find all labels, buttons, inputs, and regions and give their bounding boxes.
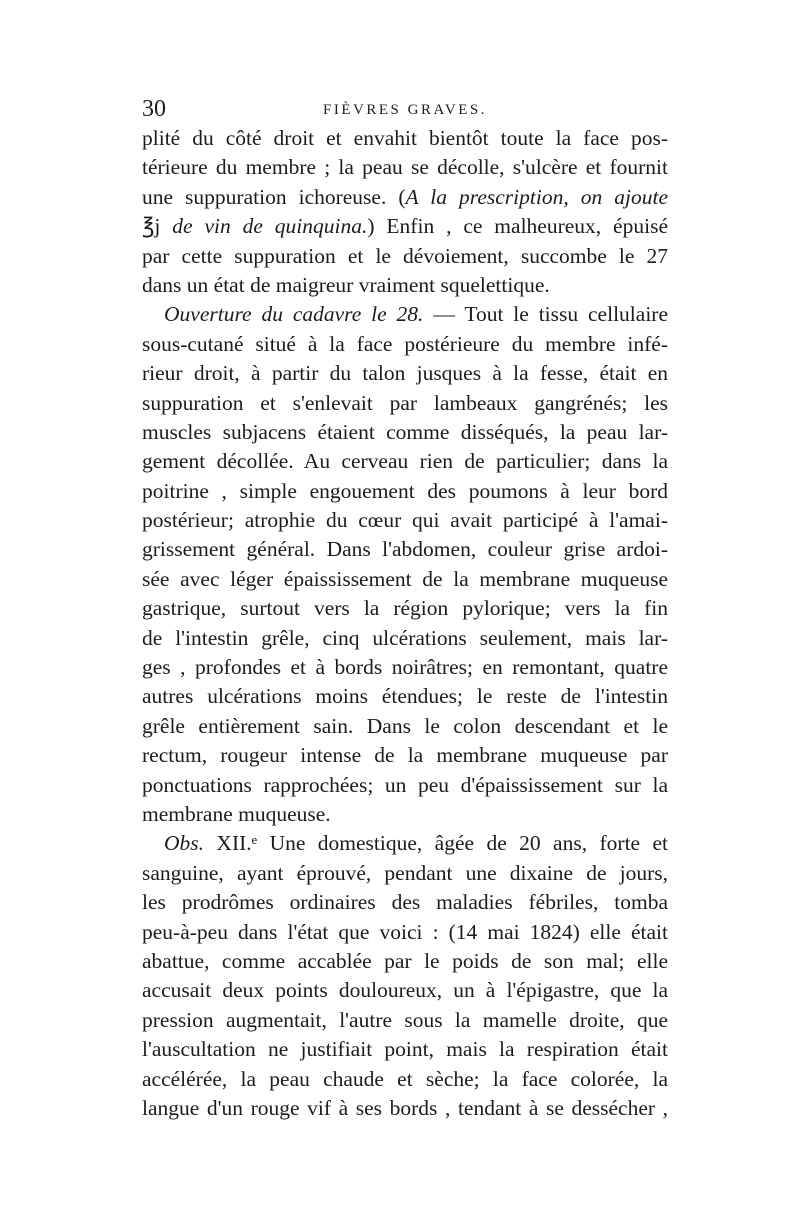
body-text — [142, 124, 668, 1123]
text-span: autres ulcérations moins étendues; le reste de l'intestin — [142, 684, 668, 709]
text-span: abattue, comme accablée par le poids de son mal; elle — [142, 948, 668, 973]
text-span: une suppuration ichoreuse. ( — [142, 184, 406, 209]
text-span: gement décollée. Au cerveau rien de particulier; dans la — [142, 449, 668, 474]
text-span: postérieur; atrophie du cœur qui avait participé à l'amai- — [142, 508, 668, 533]
text-span: rectum, rougeur intense de la membrane muqueuse par — [142, 743, 668, 768]
text-line — [142, 271, 668, 300]
text-span: de l'intestin grêle, cinq ulcérations seulement, mais lar- — [142, 625, 668, 650]
italic-span: Obs. — [164, 831, 205, 856]
text-span: ℥j — [142, 214, 173, 239]
text-line — [142, 624, 668, 653]
text-span: les prodrômes ordinaires des maladies fébriles, tomba — [142, 890, 668, 915]
text-span: — Tout le tissu cellulaire — [423, 302, 668, 327]
text-span: ges , profondes et à bords noirâtres; en remontant, quatre — [142, 655, 668, 680]
text-line — [142, 712, 668, 741]
text-span: ) Enfin , ce malheureux, épuisé — [367, 214, 668, 239]
running-head: FIÈVRES GRAVES. — [323, 102, 487, 118]
text-line — [142, 829, 668, 858]
italic-span: de vin de quinquina. — [172, 214, 368, 239]
text-line — [142, 565, 668, 594]
text-line — [142, 447, 668, 476]
text-line — [142, 1006, 668, 1035]
text-span: membrane muqueuse. — [142, 801, 331, 826]
text-line — [142, 242, 668, 271]
text-line — [142, 183, 668, 212]
text-span: sous-cutané situé à la face postérieure du membre infé- — [142, 331, 668, 356]
italic-span: Ouverture du cadavre le 28. — [164, 302, 424, 327]
text-span: accélérée, la peau chaude et sèche; la face colorée, la — [142, 1066, 668, 1091]
text-line — [142, 888, 668, 917]
text-line — [142, 976, 668, 1005]
text-span: XII.ᵉ Une domestique, âgée de 20 ans, forte et — [204, 831, 668, 856]
text-line — [142, 418, 668, 447]
text-line — [142, 300, 668, 329]
page-header — [142, 96, 668, 122]
text-line — [142, 124, 668, 153]
text-line — [142, 477, 668, 506]
text-line — [142, 859, 668, 888]
text-span: grissement général. Dans l'abdomen, couleur grise ardoi- — [142, 537, 668, 562]
text-span: rieur droit, à partir du talon jusques à la fesse, était en — [142, 361, 668, 386]
text-span: sée avec léger épaississement de la membrane muqueuse — [142, 566, 668, 591]
text-line — [142, 1094, 668, 1123]
text-line — [142, 1065, 668, 1094]
text-line — [142, 771, 668, 800]
text-line — [142, 800, 668, 829]
text-line — [142, 947, 668, 976]
text-span: accusait deux points douloureux, un à l'épigastre, que la — [142, 978, 668, 1003]
text-span: l'auscultation ne justifiait point, mais la respiration était — [142, 1037, 668, 1062]
text-span: ponctuations rapprochées; un peu d'épaississement sur la — [142, 772, 668, 797]
text-line — [142, 153, 668, 182]
text-span: peu-à-peu dans l'état que voici : (14 mai 1824) elle était — [142, 919, 668, 944]
text-span: plité du côté droit et envahit bientôt toute la face pos- — [142, 126, 668, 150]
text-line — [142, 653, 668, 682]
text-span: dans un état de maigreur vraiment squelettique. — [142, 272, 550, 297]
page-number: 30 — [142, 96, 166, 122]
text-line — [142, 359, 668, 388]
text-line — [142, 682, 668, 711]
italic-span: A la prescription, on ajoute — [405, 184, 668, 209]
text-span: par cette suppuration et le dévoiement, succombe le 27 — [142, 243, 668, 268]
text-line — [142, 741, 668, 770]
text-span: pression augmentait, l'autre sous la mamelle droite, que — [142, 1007, 668, 1032]
text-line — [142, 330, 668, 359]
text-span: gastrique, surtout vers la région pylorique; vers la fin — [142, 596, 668, 621]
text-span: térieure du membre ; la peau se décolle, s'ulcère et fournit — [142, 155, 668, 180]
text-line — [142, 212, 668, 241]
text-span: sanguine, ayant éprouvé, pendant une dixaine de jours, — [142, 860, 668, 885]
text-span: muscles subjacens étaient comme disséqués, la peau lar- — [142, 419, 668, 444]
text-line — [142, 389, 668, 418]
text-span: poitrine , simple engouement des poumons à leur bord — [142, 478, 668, 503]
text-span: suppuration et s'enlevait par lambeaux gangrénés; les — [142, 390, 668, 415]
text-line — [142, 506, 668, 535]
text-line — [142, 1035, 668, 1064]
text-line — [142, 535, 668, 564]
text-span: grêle entièrement sain. Dans le colon descendant et le — [142, 713, 668, 738]
text-line — [142, 918, 668, 947]
text-span: langue d'un rouge vif à ses bords , tendant à se dessécher , — [142, 1095, 668, 1120]
text-line — [142, 594, 668, 623]
